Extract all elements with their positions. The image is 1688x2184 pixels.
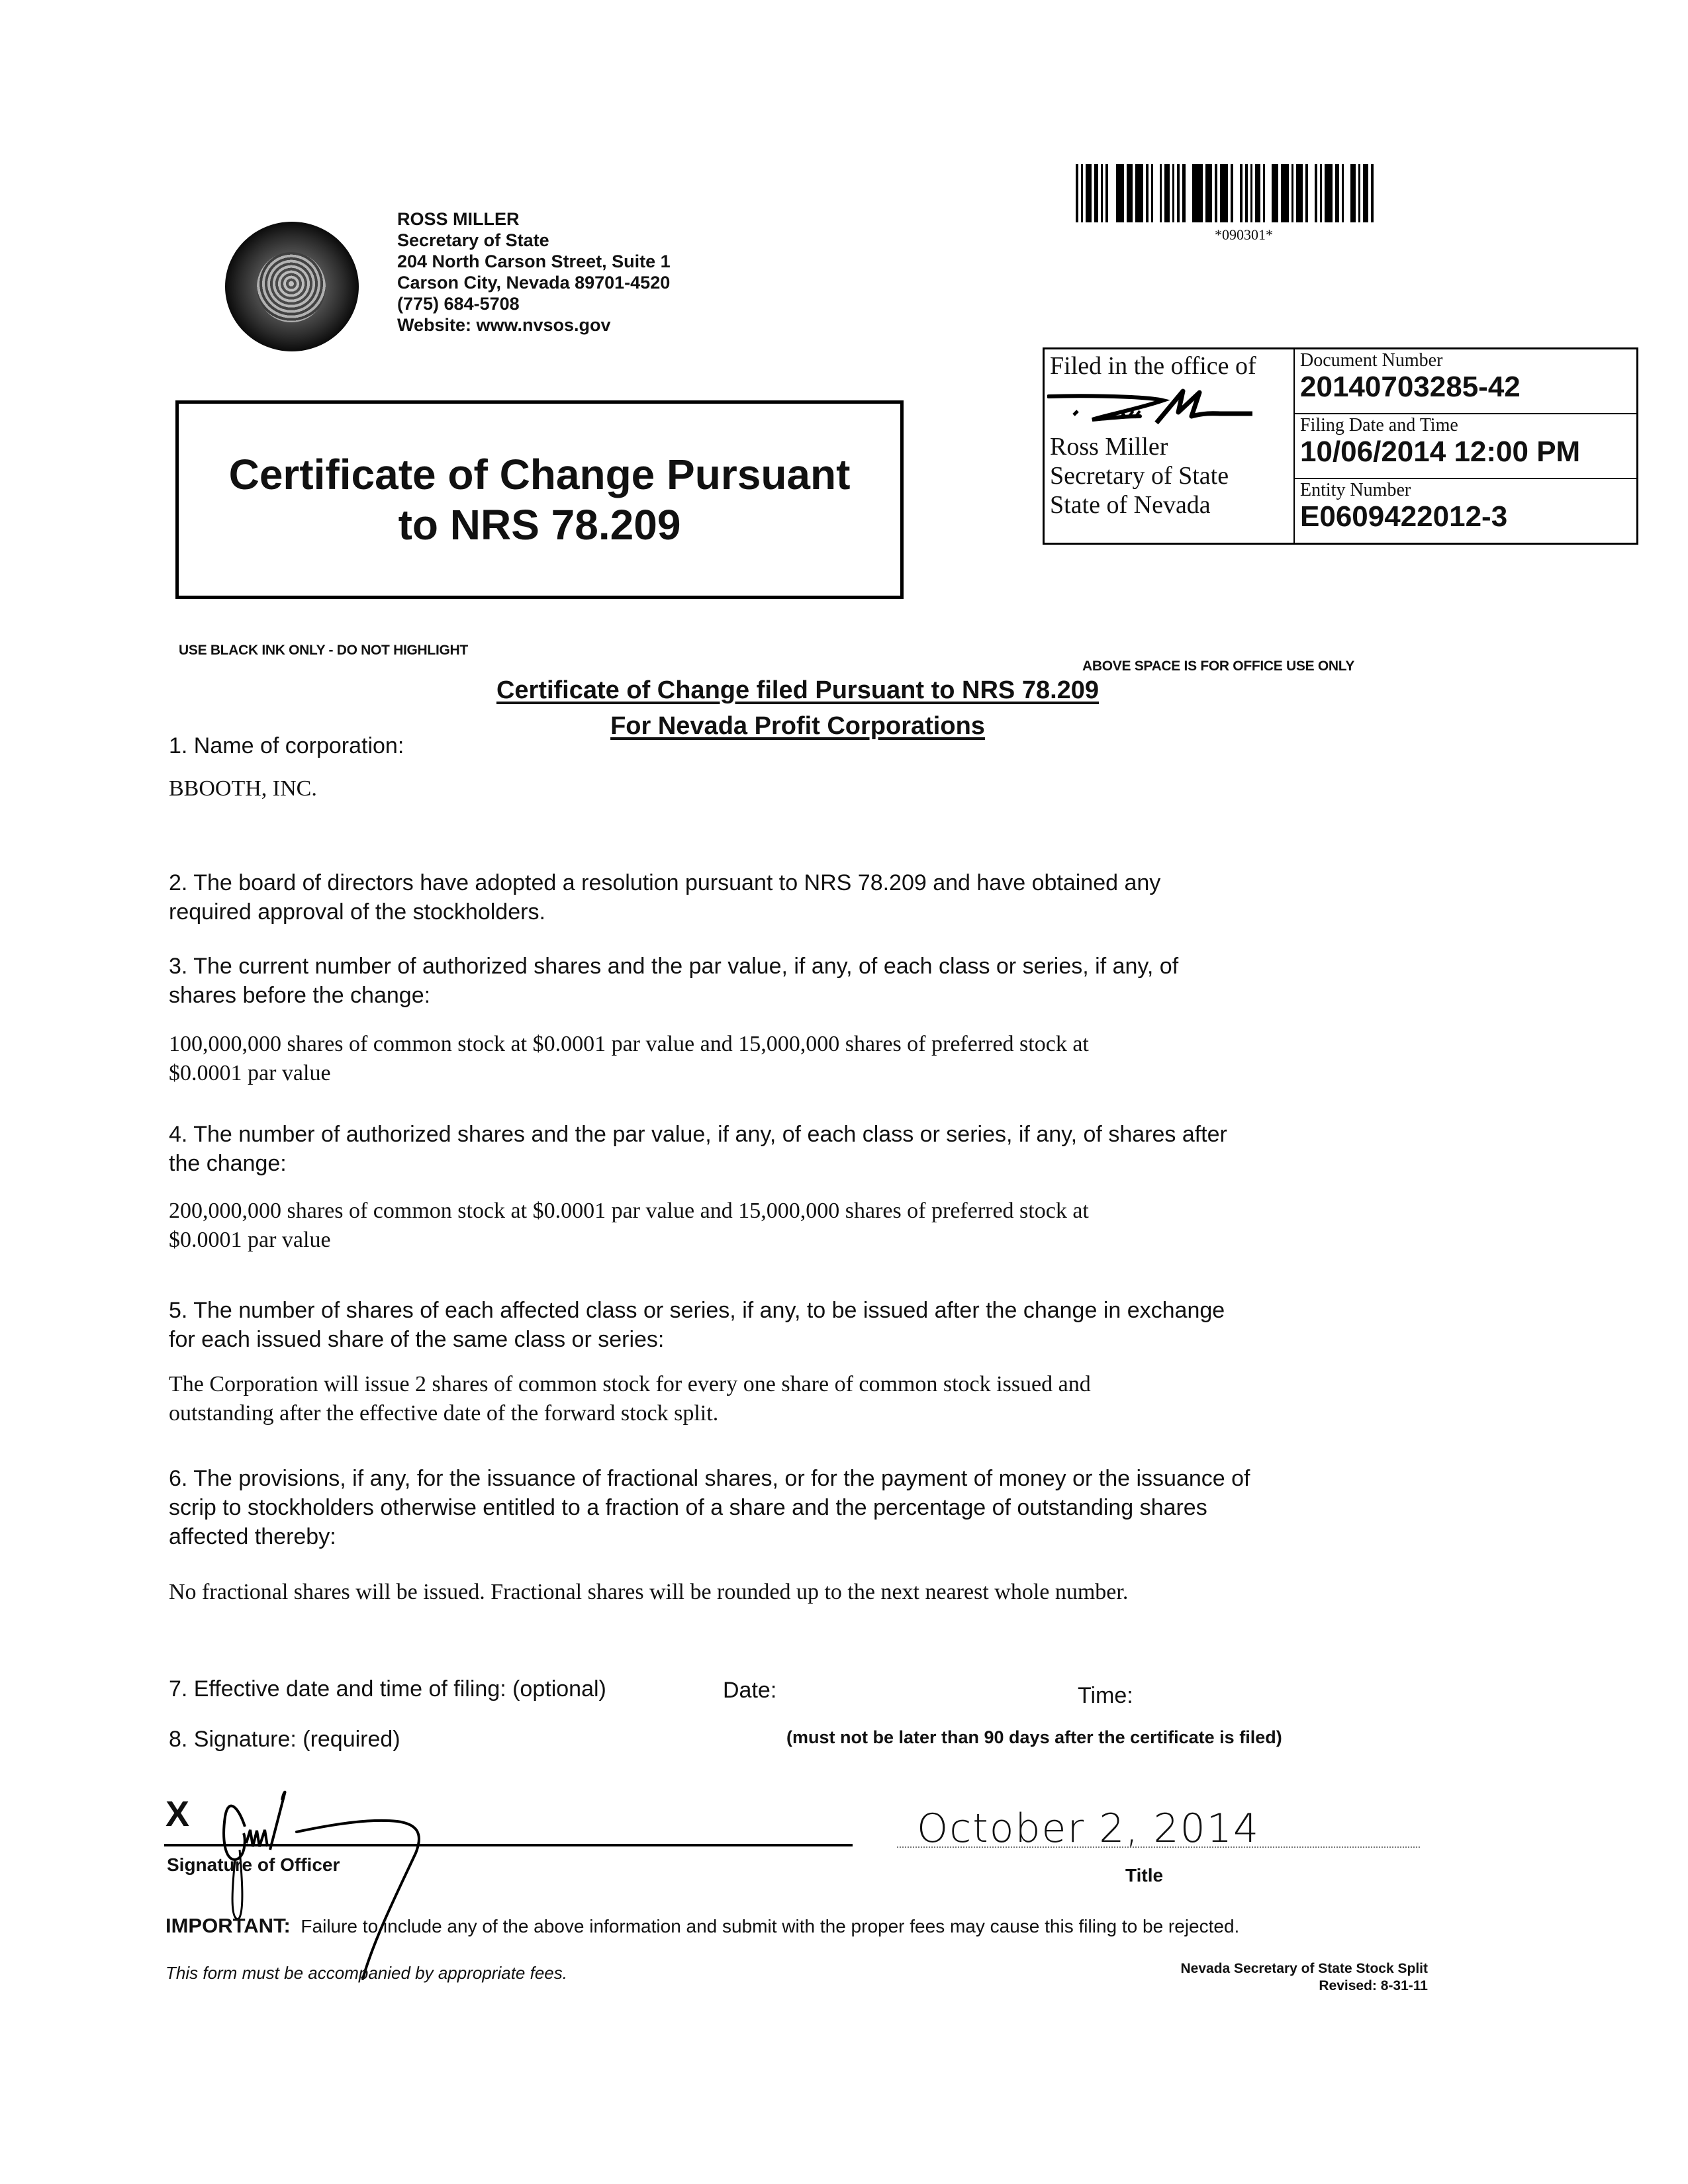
secretary-of-state-address-block [397,208,671,336]
fractional-shares-field[interactable] [169,1578,1407,1607]
shares-after-line-2: $0.0001 par value [169,1228,331,1252]
form-name: Nevada Secretary of State Stock Split [1180,1961,1428,1976]
item-6-label-line-2: scrip to stockholders otherwise entitled to a fraction of a share and the percentage of outstanding shares [169,1495,1207,1520]
effective-time-label: Time: [1078,1683,1133,1708]
item-3-label-line-2: shares before the change: [169,983,431,1008]
item-5-label [169,1296,1427,1354]
filing-details [1295,349,1636,543]
form-heading-line-1: Certificate of Change filed Pursuant to NRS 78.209 [496,676,1100,704]
official-title: Secretary of State [397,230,549,250]
item-2-label-line-1: 2. The board of directors have adopted a resolution pursuant to NRS 78.209 and have obtained any [169,870,1161,895]
address-line-2: Carson City, Nevada 89701-4520 [397,273,671,293]
item-6-label-line-1: 6. The provisions, if any, for the issuance of fractional shares, or for the payment of money or the issuance of [169,1466,1250,1491]
item-7-label: 7. Effective date and time of filing: (optional) [169,1676,606,1702]
black-ink-notice: USE BLACK INK ONLY - DO NOT HIGHLIGHT [179,643,468,658]
official-name: ROSS MILLER [397,209,520,229]
signer-state: State of Nevada [1050,491,1211,519]
signer-title: Secretary of State [1050,462,1229,490]
signature-line [164,1844,853,1846]
entity-number-value: E0609422012-3 [1300,500,1508,533]
effective-date-label: Date: [723,1678,777,1703]
barcode-number: *090301* [1215,226,1273,243]
signature-x-mark: X [165,1794,190,1834]
signer-name: Ross Miller [1050,433,1168,461]
form-title-line-2: to NRS 78.209 [398,501,681,549]
address-line-1: 204 North Carson Street, Suite 1 [397,251,671,271]
entity-number-label: Entity Number [1300,480,1411,500]
corporation-name-field[interactable]: BBOOTH, INC. [169,776,317,801]
shares-after-change-field[interactable] [169,1197,1407,1255]
form-title-box [175,400,904,599]
item-3-label-line-1: 3. The current number of authorized shares and the par value, if any, of each class or series, if any, of [169,954,1179,979]
important-label: IMPORTANT: [165,1914,291,1937]
item-2-label [169,868,1427,927]
phone-number: (775) 684-5708 [397,294,520,314]
fractional-shares-line-1: No fractional shares will be issued. Fractional shares will be rounded up to the next nearest whole number. [169,1580,1129,1604]
document-number-cell [1295,349,1636,414]
filing-datetime-value: 10/06/2014 12:00 PM [1300,435,1581,468]
title-label: Title [1125,1865,1164,1886]
website: Website: www.nvsos.gov [397,315,611,335]
secretary-signature-icon [1047,383,1272,430]
filed-in-office-cell [1045,349,1295,543]
item-4-label [169,1120,1427,1178]
effective-time-field[interactable] [1139,1681,1403,1710]
important-notice [165,1914,1239,1938]
shares-issued-exchange-field[interactable] [169,1370,1407,1428]
important-text: Failure to include any of the above information and submit with the proper fees may cause this filing to be rejected. [290,1916,1240,1936]
form-title [229,449,851,550]
item-5-label-line-1: 5. The number of shares of each affected class or series, if any, to be issued after the change in exchange [169,1298,1225,1323]
form-revised-date: Revised: 8-31-11 [1319,1978,1428,1993]
item-2-label-line-2: required approval of the stockholders. [169,899,545,925]
item-5-label-line-2: for each issued share of the same class or series: [169,1327,665,1352]
shares-after-line-1: 200,000,000 shares of common stock at $0.0001 par value and 15,000,000 shares of preferred stock at [169,1199,1089,1223]
item-4-label-line-1: 4. The number of authorized shares and the par value, if any, of each class or series, if any, of shares after [169,1122,1227,1147]
exchange-line-1: The Corporation will issue 2 shares of common stock for every one share of common stock issued and [169,1372,1091,1396]
item-4-label-line-2: the change: [169,1151,287,1176]
nevada-state-seal-icon [225,222,359,351]
filing-datetime-label: Filing Date and Time [1300,415,1458,435]
effective-date-limit-note: (must not be later than 90 days after the certificate is filed) [786,1727,1282,1747]
form-revision-info [1129,1960,1428,1995]
filing-stamp-box [1043,347,1638,545]
filing-datetime-cell [1295,414,1636,479]
office-use-notice: ABOVE SPACE IS FOR OFFICE USE ONLY [1082,659,1355,674]
title-line [897,1846,1420,1848]
form-heading-line-2: For Nevada Profit Corporations [610,712,985,740]
shares-before-change-field[interactable] [169,1030,1407,1088]
document-number-value: 20140703285-42 [1300,371,1521,403]
item-6-label [169,1464,1427,1551]
effective-date-field[interactable] [788,1676,1053,1705]
signature-of-officer-label: Signature of Officer [167,1854,340,1875]
document-number-label: Document Number [1300,350,1443,371]
barcode-icon [1076,164,1427,222]
item-8-label: 8. Signature: (required) [169,1727,400,1752]
shares-before-line-2: $0.0001 par value [169,1061,331,1085]
entity-number-cell [1295,479,1636,543]
item-6-label-line-3: affected thereby: [169,1524,336,1549]
filed-in-office-label: Filed in the office of [1050,352,1256,380]
form-title-line-1: Certificate of Change Pursuant [228,451,851,498]
shares-before-line-1: 100,000,000 shares of common stock at $0.0001 par value and 15,000,000 shares of preferred stock at [169,1032,1089,1056]
item-3-label [169,952,1427,1010]
exchange-line-2: outstanding after the effective date of the forward stock split. [169,1401,719,1426]
fees-note: This form must be accompanied by appropriate fees. [165,1963,567,1983]
item-1-label: 1. Name of corporation: [169,733,404,758]
officer-signature-icon [199,1787,503,1985]
officer-title-field[interactable]: October 2, 2014 [917,1805,1260,1852]
